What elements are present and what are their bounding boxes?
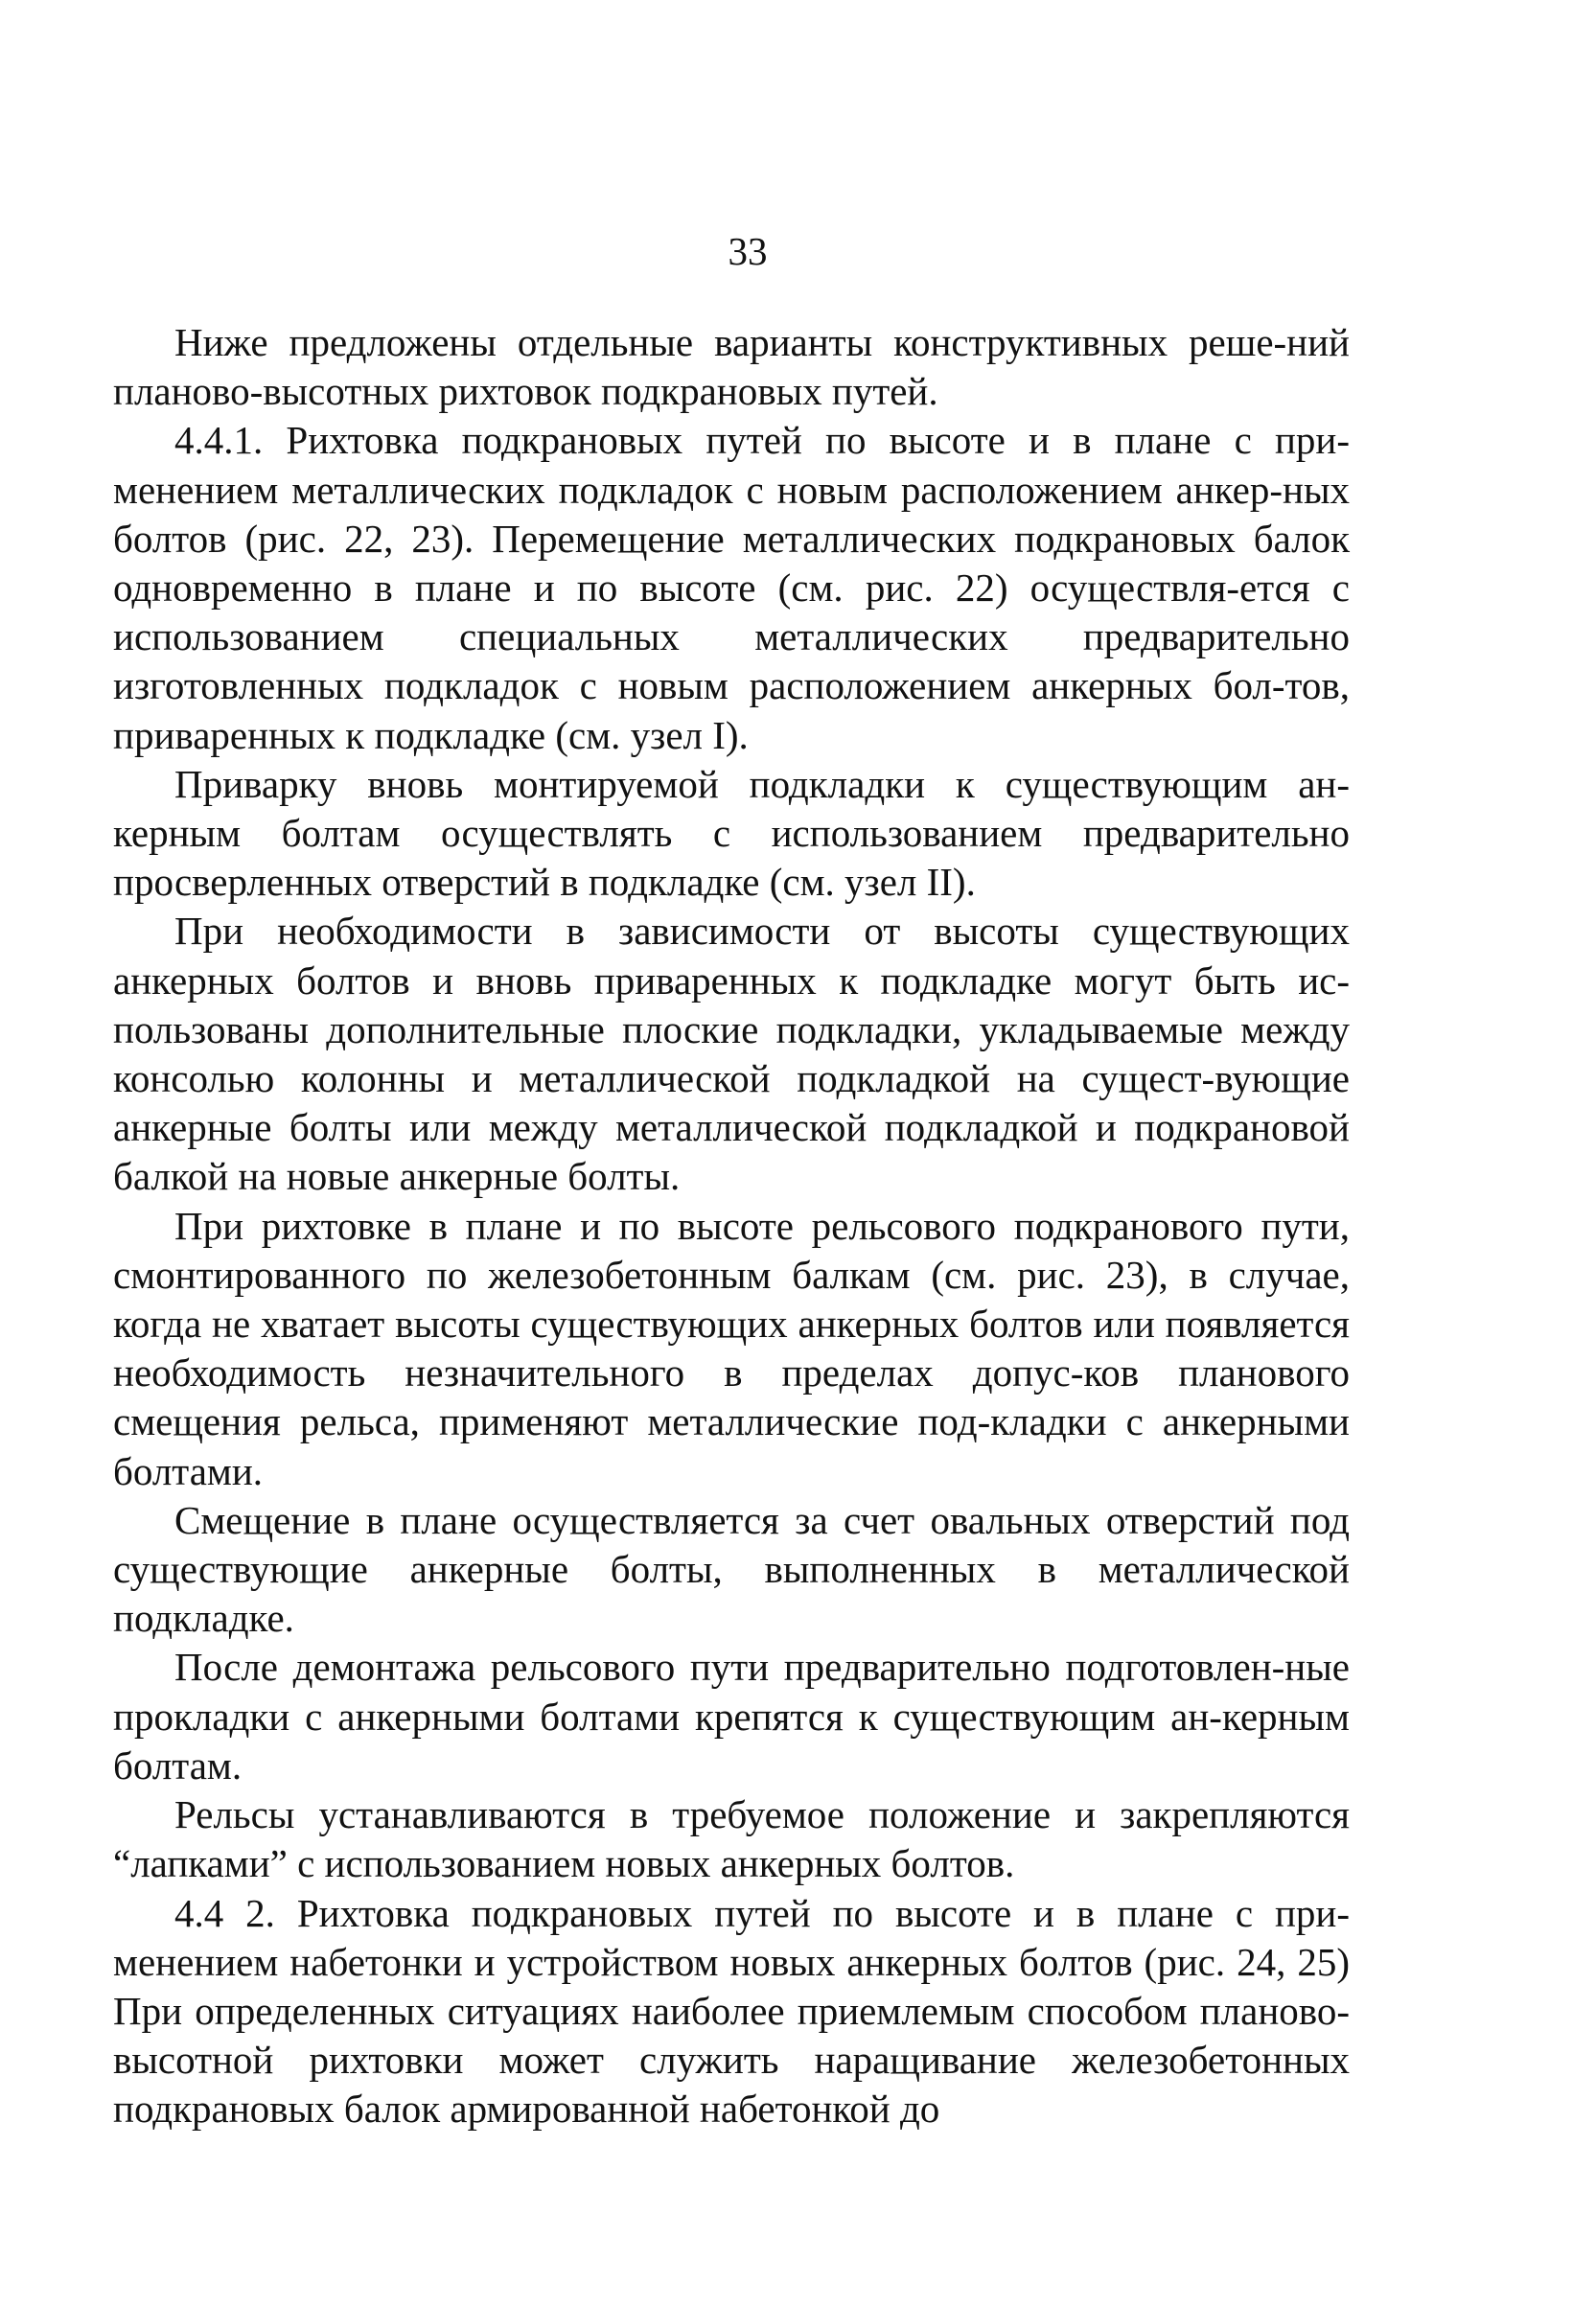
paragraph-rails: Рельсы устанавливаются в требуемое положение и закрепляются “лапками” с использованием новых анкерных болтов.: [113, 1792, 1350, 1886]
paragraph-offset: Смещение в плане осуществляется за счет овальных отверстий под существующие анкерные болты, выполненных в металлической подкладке.: [113, 1497, 1350, 1641]
paragraph-concrete-beams: При рихтовке в плане и по высоте рельсового подкранового пути, смонтированного по железобетонным балкам (см. рис. 23), в случае, когда не хватает высоты существующих анкерных болтов или появляется необходимость незначительного в пределах допус-ков планового смещения рельса, применяют металлические под-кладки с анкерными болтами.: [113, 1203, 1350, 1493]
paragraph-intro: Ниже предложены отдельные варианты конструктивных реше-ний планово-высотных рихтовок подкрановых путей.: [113, 320, 1350, 414]
body-text: [113, 318, 1350, 2134]
paragraph-additional-pads: При необходимости в зависимости от высоты существующих анкерных болтов и вновь приваренных к подкладке могут быть ис-пользованы дополнительные плоские подкладки, укладываемые между консолью колонны и металлической подкладкой на сущест-вующие анкерные болты или между металлической подкладкой и подкрановой балкой на новые анкерные болты.: [113, 909, 1350, 1199]
paragraph-section-4-4-2: 4.4 2. Рихтовка подкрановых путей по высоте и в плане с при-менением набетонки и устройством новых анкерных болтов (рис. 24, 25) При определенных ситуациях наиболее приемлемым способом планово-высотной рихтовки может служить наращивание железобетонных подкрановых балок армированной набетонкой до: [113, 1890, 1350, 2132]
paragraph-welding: Приварку вновь монтируемой подкладки к существующим ан-керным болтам осуществлять с использованием предварительно просверленных отверстий в подкладке (см. узел II).: [113, 761, 1350, 905]
paragraph-dismantling: После демонтажа рельсового пути предварительно подготовлен-ные прокладки с анкерными болтами крепятся к существующим ан-керным болтам.: [113, 1645, 1350, 1788]
paragraph-section-4-4-1: 4.4.1. Рихтовка подкрановых путей по высоте и в плане с при-менением металлических подкладок с новым расположением анкер-ных болтов (рис. 22, 23). Перемещение металлических подкрановых балок одновременно в плане и по высоте (см. рис. 22) осуществля-ется с использованием специальных металлических предварительно изготовленных подкладок с новым расположением анкерных бол-тов, приваренных к подкладке (см. узел I).: [113, 418, 1350, 757]
page-number: 33: [728, 229, 768, 273]
